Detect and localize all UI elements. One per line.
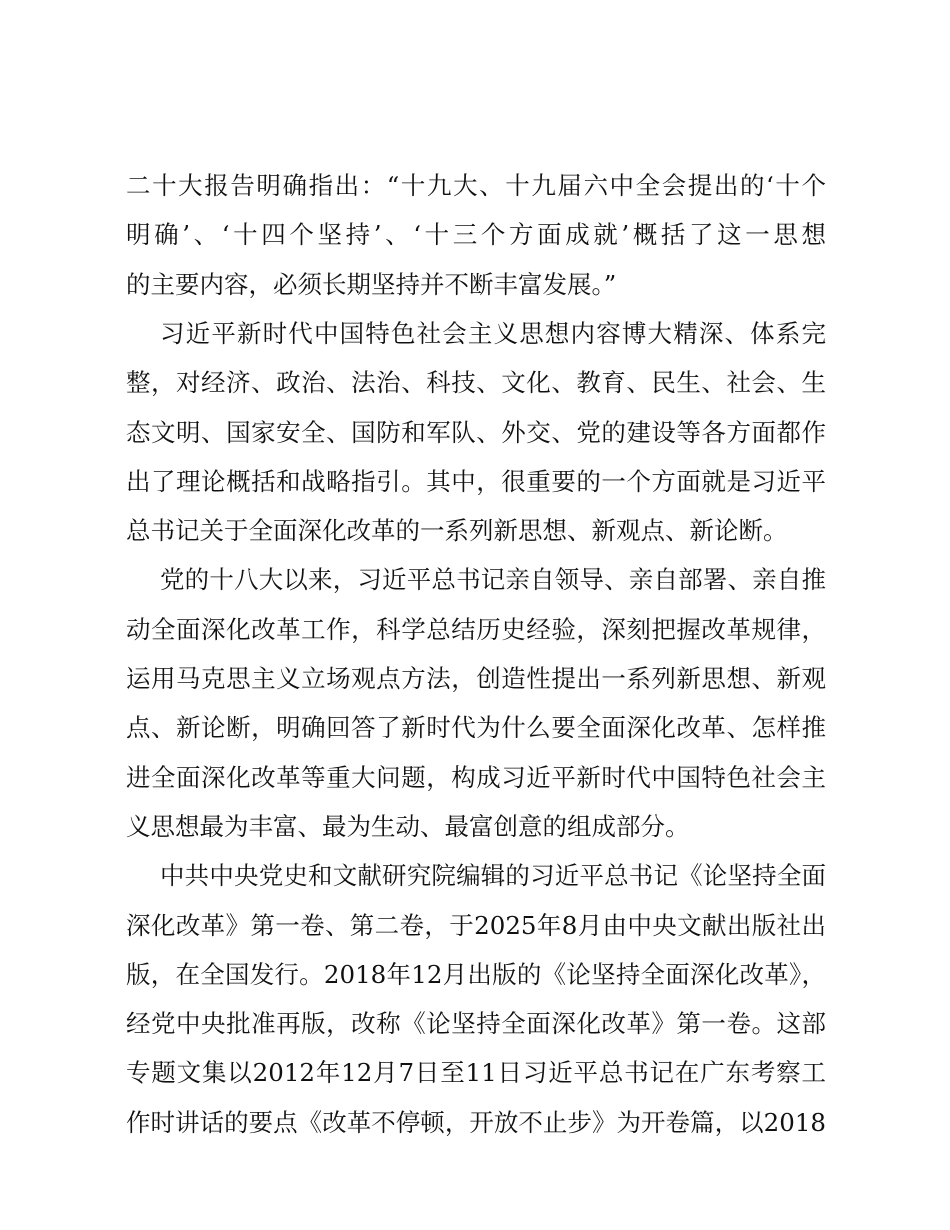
text-line: 的主要内容，必须长期坚持并不断丰富发展。” — [126, 269, 617, 299]
text-line: 二十大报告明确指出：“十九大、十九届六中全会提出的‘十个 — [126, 171, 826, 200]
text-line: 中共中央党史和文献研究院编辑的习近平总书记《论坚持全面 — [160, 861, 826, 891]
text-line: 经党中央批准再版，改称《论坚持全面深化改革》第一卷。这部 — [126, 1009, 826, 1039]
text-line: 深化改革》第一卷、第二卷，于2025年8月由中央文献出版社出 — [126, 910, 826, 940]
text-line: 专题文集以2012年12月7日至11日习近平总书记在广东考察工 — [126, 1058, 826, 1088]
text-line: 党的十八大以来，习近平总书记亲自领导、亲自部署、亲自推 — [160, 565, 826, 595]
text-line: 出了理论概括和战略指引。其中，很重要的一个方面就是习近平 — [126, 466, 826, 496]
text-line: 总书记关于全面深化改革的一系列新思想、新观点、新论断。 — [126, 516, 788, 546]
text-line: 版，在全国发行。2018年12月出版的《论坚持全面深化改革》， — [126, 959, 826, 989]
text-line: 习近平新时代中国特色社会主义思想内容博大精深、体系完 — [160, 318, 826, 348]
text-line: 进全面深化改革等重大问题，构成习近平新时代中国特色社会主 — [126, 762, 826, 792]
text-line: 动全面深化改革工作，科学总结历史经验，深刻把握改革规律， — [126, 614, 826, 644]
text-line: 义思想最为丰富、最为生动、最富创意的组成部分。 — [126, 811, 690, 841]
text-line: 明确’、‘十四个坚持’、‘十三个方面成就’概括了这一思想 — [126, 220, 826, 250]
text-line: 点、新论断，明确回答了新时代为什么要全面深化改革、怎样推 — [126, 713, 826, 743]
text-line: 运用马克思主义立场观点方法，创造性提出一系列新思想、新观 — [126, 664, 826, 693]
text-line: 作时讲话的要点《改革不停顿，开放不止步》为开卷篇，以2018 — [126, 1107, 826, 1137]
text-line: 态文明、国家安全、国防和军队、外交、党的建设等各方面都作 — [126, 417, 826, 447]
text-line: 整，对经济、政治、法治、科技、文化、教育、民生、社会、生 — [126, 368, 826, 398]
